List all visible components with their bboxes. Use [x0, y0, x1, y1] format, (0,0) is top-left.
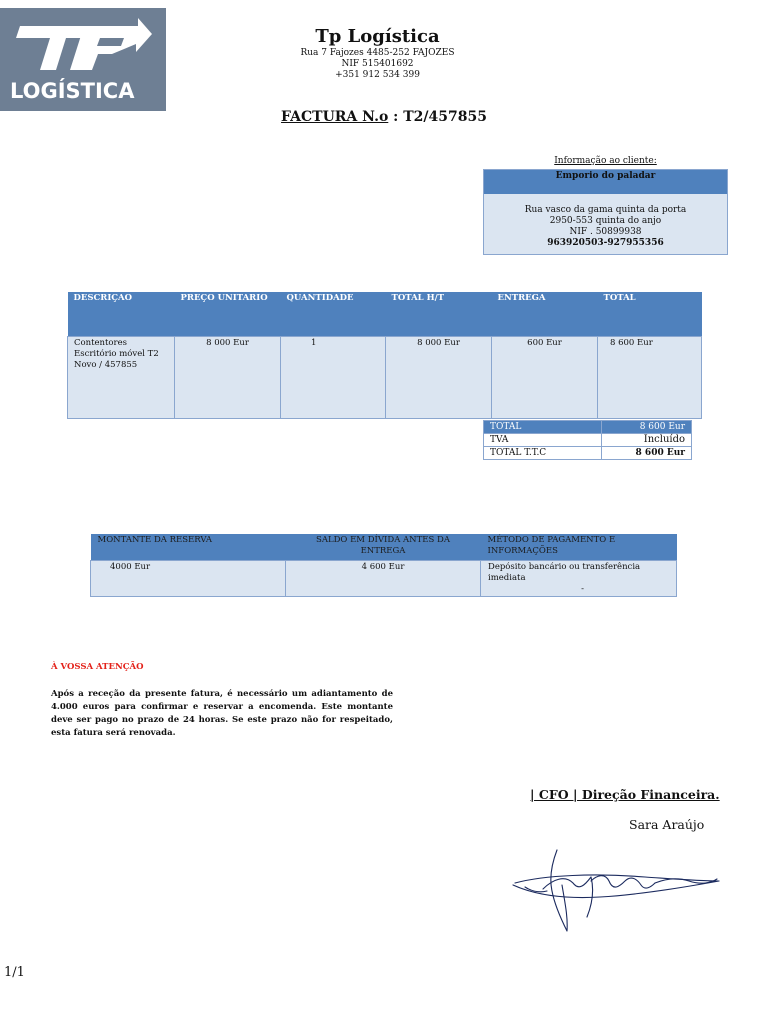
totals-table — [483, 420, 692, 460]
invoice-separator: : — [388, 109, 404, 125]
total-value: 8 600 Eur — [602, 421, 692, 434]
items-header-row — [68, 292, 702, 336]
client-box — [483, 169, 728, 255]
client-address-line1: Rua vasco da gama quinta da porta — [524, 205, 687, 215]
payment-reserve: 4000 Eur — [91, 560, 286, 596]
tva-value: Incluído — [602, 434, 692, 447]
column-header-method: MÉTODO DE PAGAMENTO E INFORMAÇÕES — [481, 534, 677, 560]
client-phones: 963920503-927955356 — [547, 238, 664, 248]
payment-header-row — [91, 534, 677, 560]
invoice-number: T2/457855 — [403, 109, 487, 125]
payment-method-extra: - — [581, 583, 584, 594]
column-header-unit-price: PREÇO UNITARIO — [175, 292, 281, 336]
column-header-balance: SALDO EM DÍVIDA ANTES DA ENTREGA — [286, 534, 481, 560]
item-delivery: 600 Eur — [492, 336, 598, 418]
notice-title: À VOSSA ATENÇÃO — [51, 662, 144, 672]
invoice-label: FACTURA N.o — [281, 109, 389, 125]
notice-text: Após a receção da presente fatura, é necessário um adiantamento de 4.000 euros para confirmar e reservar a encomenda. Este montante deve ser pago no prazo de 24 horas. Se este prazo não for respeitado, esta fatura será renovada. — [51, 689, 393, 738]
item-quantity: 1 — [281, 336, 386, 418]
company-header — [250, 26, 505, 81]
client-name: Emporio do paladar — [484, 170, 727, 194]
signature-name: Sara Araújo — [629, 817, 705, 832]
totals-row-ttc — [484, 447, 692, 460]
company-phone: +351 912 534 399 — [335, 70, 420, 80]
tp-logo-icon — [0, 8, 166, 111]
company-name: Tp Logística — [315, 26, 440, 47]
table-row — [91, 560, 677, 596]
payment-method-cell — [481, 560, 677, 596]
item-unit-price: 8 000 Eur — [175, 336, 281, 418]
tva-label: TVA — [484, 434, 602, 447]
column-header-total-ht: TOTAL H/T — [386, 292, 492, 336]
invoice-title — [250, 109, 518, 125]
company-nif: NIF 515401692 — [341, 59, 414, 69]
payment-method: Depósito bancário ou transferência imediata — [488, 561, 641, 583]
signature-role: | CFO | Direção Financeira. — [530, 787, 720, 802]
column-header-description: DESCRIÇAO — [68, 292, 175, 336]
ttc-value: 8 600 Eur — [602, 447, 692, 460]
column-header-quantity: QUANTIDADE — [281, 292, 386, 336]
column-header-delivery: ENTREGA — [492, 292, 598, 336]
item-total: 8 600 Eur — [598, 336, 702, 418]
items-table — [67, 292, 702, 419]
company-address: Rua 7 Fajozes 4485-252 FAJOZES — [300, 48, 455, 58]
totals-row-tva — [484, 434, 692, 447]
column-header-reserve: MONTANTE DA RESERVA — [91, 534, 286, 560]
item-total-ht: 8 000 Eur — [386, 336, 492, 418]
company-logo — [0, 8, 166, 111]
client-nif: NIF . 50899938 — [569, 227, 642, 237]
item-description: Contentores Escritório móvel T2 Novo / 457855 — [68, 336, 175, 418]
table-row — [68, 336, 702, 418]
client-address-line2: 2950-553 quinta do anjo — [549, 216, 662, 226]
page-number: 1/1 — [4, 965, 25, 980]
client-heading: Informação ao cliente: — [554, 156, 657, 166]
handwritten-signature — [505, 845, 725, 933]
column-header-total: TOTAL — [598, 292, 702, 336]
totals-row-total — [484, 421, 692, 434]
payment-table — [90, 534, 677, 597]
svg-text:LOGÍSTICA: LOGÍSTICA — [10, 79, 135, 103]
payment-balance: 4 600 Eur — [286, 560, 481, 596]
ttc-label: TOTAL T.T.C — [484, 447, 602, 460]
total-label: TOTAL — [484, 421, 602, 434]
